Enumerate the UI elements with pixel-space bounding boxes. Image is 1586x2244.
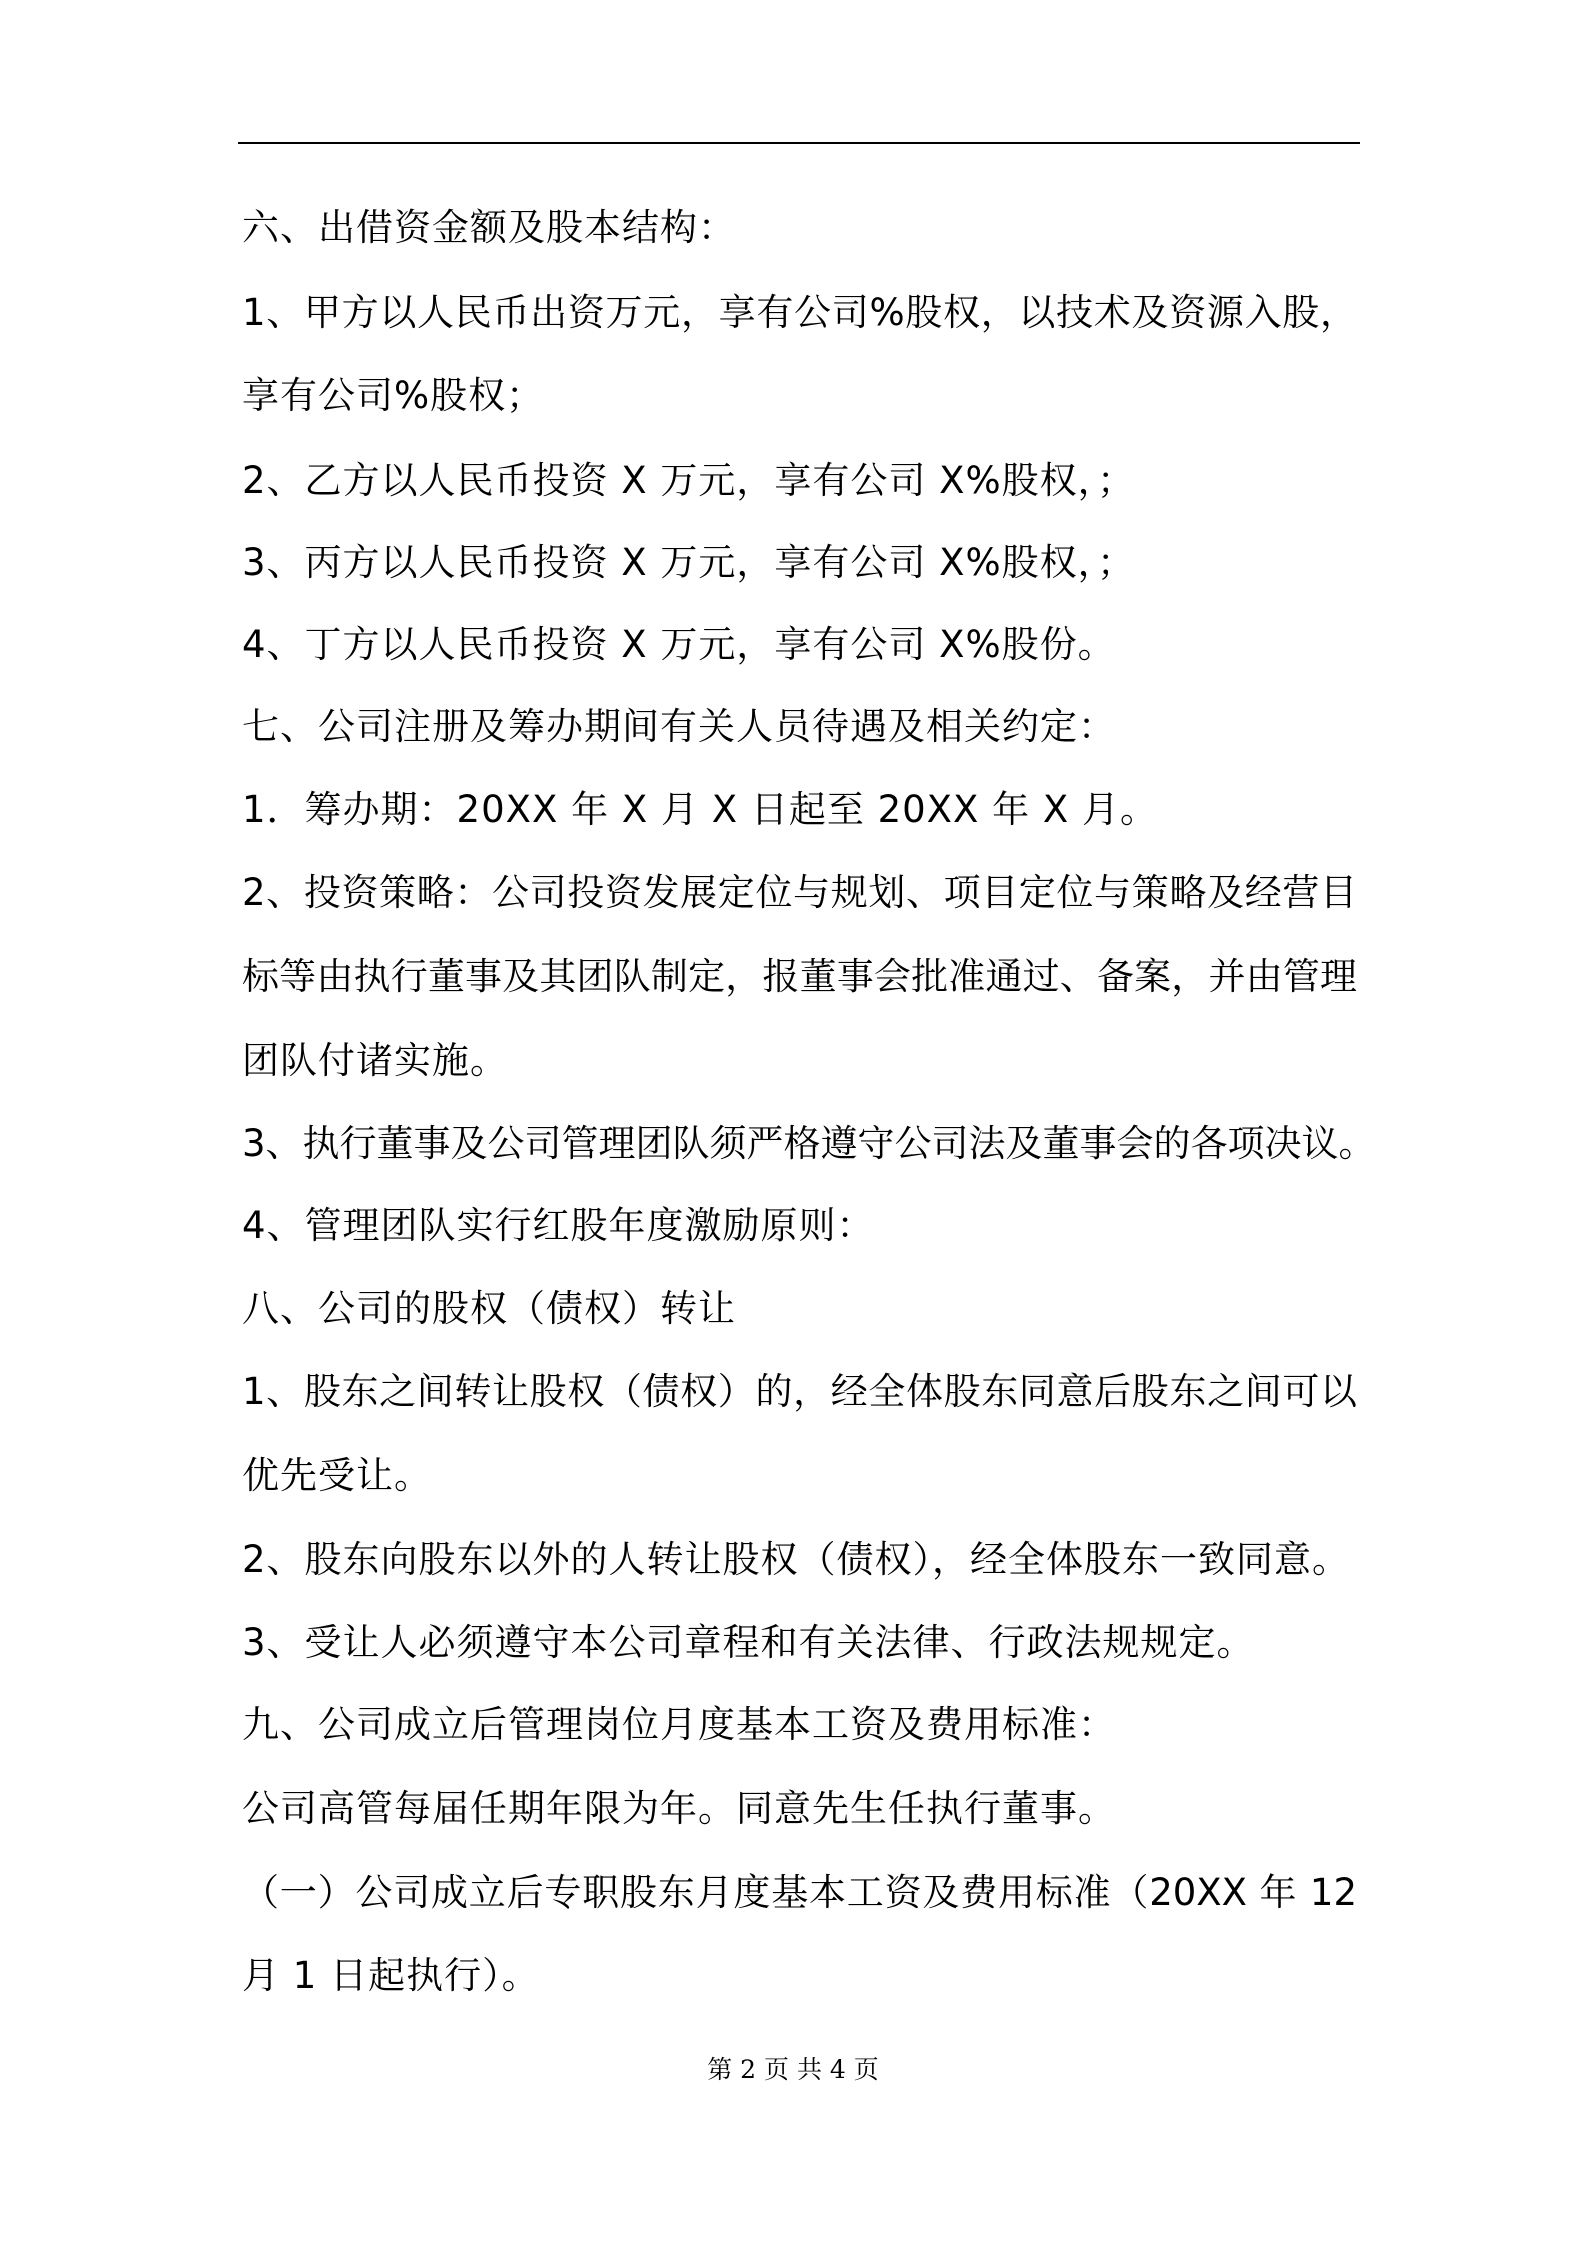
paragraph-line: 3、丙方以人民币投资 X 万元，享有公司 X%股权，； (242, 541, 1136, 584)
section-heading-7: 七、公司注册及筹办期间有关人员待遇及相关约定： (242, 705, 1116, 748)
paragraph-line: 享有公司%股权； (242, 374, 545, 417)
page-number-footer: 第 2 页 共 4 页 (707, 2055, 879, 2084)
paragraph-line: 团队付诸实施。 (242, 1039, 508, 1082)
paragraph-line: 公司高管每届任期年限为年。同意先生任执行董事。 (242, 1787, 1116, 1830)
paragraph-line: 优先受让。 (242, 1454, 432, 1497)
paragraph-line: 2、股东向股东以外的人转让股权（债权），经全体股东一致同意。 (242, 1538, 1351, 1581)
section-heading-8: 八、公司的股权（债权）转让 (242, 1287, 736, 1330)
paragraph-line: 2、乙方以人民币投资 X 万元，享有公司 X%股权，； (242, 459, 1136, 502)
paragraph-line: 1．筹办期：20XX 年 X 月 X 日起至 20XX 年 X 月。 (242, 788, 1158, 831)
paragraph-line: 标等由执行董事及其团队制定，报董事会批准通过、备案，并由管理 (242, 955, 1357, 998)
paragraph-line: 4、管理团队实行红股年度激励原则： (242, 1204, 875, 1247)
paragraph-line: 月 1 日起执行）。 (242, 1954, 540, 1997)
section-heading-6: 六、出借资金额及股本结构： (242, 206, 736, 249)
paragraph-line: （一）公司成立后专职股东月度基本工资及费用标准（20XX 年 12 (242, 1871, 1357, 1914)
header-rule (238, 142, 1360, 144)
paragraph-line: 3、执行董事及公司管理团队须严格遵守公司法及董事会的各项决议。 (242, 1122, 1376, 1165)
paragraph-line: 3、受让人必须遵守本公司章程和有关法律、行政法规规定。 (242, 1621, 1255, 1664)
section-heading-9: 九、公司成立后管理岗位月度基本工资及费用标准： (242, 1703, 1116, 1746)
paragraph-line: 4、丁方以人民币投资 X 万元，享有公司 X%股份。 (242, 623, 1116, 666)
paragraph-line: 1、甲方以人民币出资万元，享有公司%股权，以技术及资源入股， (242, 291, 1357, 334)
paragraph-line: 1、股东之间转让股权（债权）的，经全体股东同意后股东之间可以 (242, 1370, 1357, 1413)
paragraph-line: 2、投资策略：公司投资发展定位与规划、项目定位与策略及经营目 (242, 871, 1357, 914)
